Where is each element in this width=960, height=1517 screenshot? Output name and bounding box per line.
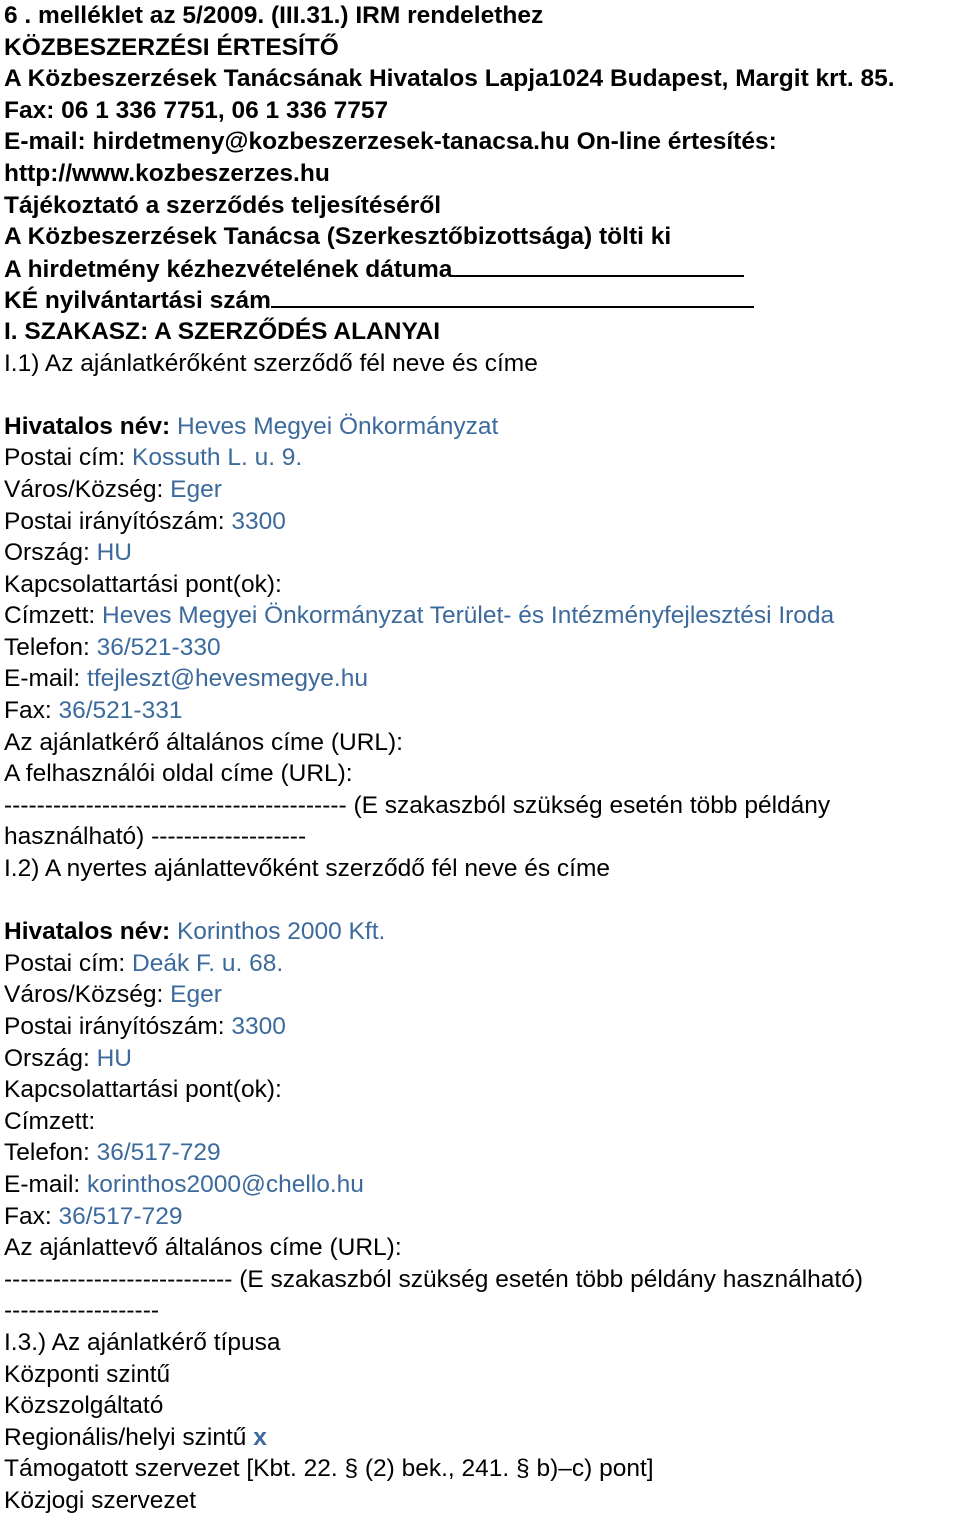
subsection-3-title: I.3.) Az ajánlatkérő típusa (4, 1328, 281, 1356)
spacer (4, 379, 960, 411)
field-label: Hivatalos név: (4, 412, 171, 440)
winner-fax-row (4, 1201, 960, 1233)
contracting-address-row (4, 442, 960, 474)
field-value: Kossuth L. u. 9. (132, 444, 303, 472)
winner-repeat-note-1: ---------------------------- (E szakaszból szükség esetén több példány használható) (4, 1265, 864, 1293)
contracting-repeat-note-2: használható) ------------------- (4, 823, 307, 851)
gazette-fax: Fax: 06 1 336 7751, 06 1 336 7757 (4, 96, 389, 124)
field-label: Postai cím: (4, 949, 126, 977)
section-title: I. SZAKASZ: A SZERZŐDÉS ALANYAI (4, 317, 441, 345)
field-value: tfejleszt@hevesmegye.hu (87, 665, 368, 693)
field-value: Eger (170, 475, 222, 503)
gazette-email: E-mail: hirdetmeny@kozbeszerzesek-tanacsa.hu On-line értesítés: (4, 128, 777, 156)
type-regional: Regionális/helyi szintű (4, 1423, 247, 1451)
winner-addressee-row: Címzett: (4, 1107, 96, 1135)
winner-name-row (4, 916, 960, 948)
field-label: Postai irányítószám: (4, 507, 225, 535)
spacer (4, 885, 960, 917)
type-public-law: Közjogi szervezet (4, 1486, 197, 1514)
field-value: 3300 (231, 507, 286, 535)
field-value: Eger (170, 981, 222, 1009)
field-value: 3300 (231, 1013, 286, 1040)
field-label: Ország: (4, 1044, 90, 1072)
winner-url-row: Az ajánlattevő általános címe (URL): (4, 1234, 402, 1262)
contracting-fax-row (4, 695, 960, 727)
field-label: Város/Község: (4, 475, 164, 503)
gazette-website: http://www.kozbeszerzes.hu (4, 159, 330, 187)
type-central: Központi szintű (4, 1360, 171, 1388)
field-value: Heves Megyei Önkormányzat (176, 412, 499, 440)
contracting-contact-row: Kapcsolattartási pont(ok): (4, 570, 282, 598)
registration-number-blank (271, 284, 754, 308)
annex-reference: 6 . melléklet az 5/2009. (III.31.) IRM rendelethez (4, 2, 544, 29)
receipt-date-label: A hirdetmény kézhezvételének dátuma (4, 255, 453, 283)
field-label: E-mail: (4, 1170, 81, 1198)
editorial-note: A Közbeszerzések Tanácsa (Szerkesztőbizottsága) tölti ki (4, 223, 672, 251)
gazette-publisher: A Közbeszerzések Tanácsának Hivatalos Lapja1024 Budapest, Margit krt. 85. (4, 65, 895, 93)
field-label: Postai irányítószám: (4, 1013, 225, 1040)
contracting-city-row (4, 474, 960, 506)
winner-contact-row: Kapcsolattartási pont(ok): (4, 1076, 282, 1104)
winner-city-row (4, 979, 960, 1011)
winner-repeat-note-2: ------------------- (4, 1297, 160, 1325)
field-value: Heves Megyei Önkormányzat Terület- és Intézményfejlesztési Iroda (102, 602, 835, 630)
contracting-country-row (4, 537, 960, 569)
field-value: Korinthos 2000 Kft. (176, 918, 386, 946)
gazette-title: KÖZBESZERZÉSI ÉRTESÍTŐ (4, 33, 339, 61)
winner-zip-row (4, 1011, 960, 1043)
field-label: Város/Község: (4, 981, 164, 1009)
contracting-url-row: Az ajánlatkérő általános címe (URL): (4, 728, 403, 756)
field-label: Hivatalos név: (4, 918, 171, 946)
type-utility: Közszolgáltató (4, 1392, 164, 1420)
field-value: HU (96, 539, 132, 567)
field-value: Deák F. u. 68. (132, 949, 284, 977)
receipt-date-row (4, 253, 960, 285)
contracting-zip-row (4, 506, 960, 538)
field-label: Fax: (4, 697, 52, 725)
subsection-1-title: I.1) Az ajánlatkérőként szerződő fél neve és címe (4, 349, 538, 377)
receipt-date-blank (452, 253, 744, 277)
field-value: 36/521-331 (58, 697, 183, 725)
winner-email-row (4, 1169, 960, 1201)
field-label: Ország: (4, 539, 90, 567)
field-value: 36/517-729 (58, 1202, 183, 1230)
contracting-name-row (4, 411, 960, 443)
notice-title: Tájékoztató a szerződés teljesítéséről (4, 191, 442, 219)
field-value: korinthos2000@chello.hu (87, 1170, 364, 1198)
contracting-addressee-row (4, 600, 960, 632)
registration-number-row (4, 284, 960, 316)
field-label: Címzett: (4, 602, 96, 630)
selected-mark: x (253, 1423, 267, 1451)
contracting-repeat-note-1: ------------------------------------------ (E szakaszból szükség esetén több példány (4, 791, 831, 819)
contracting-buyer-url-row: A felhasználói oldal címe (URL): (4, 760, 353, 788)
registration-number-label: KÉ nyilvántartási szám (4, 287, 271, 315)
field-value: 36/521-330 (96, 633, 221, 661)
winner-country-row (4, 1043, 960, 1075)
field-label: Postai cím: (4, 444, 126, 472)
subsection-2-title: I.2) A nyertes ajánlattevőként szerződő fél neve és címe (4, 855, 611, 883)
type-supported: Támogatott szervezet [Kbt. 22. § (2) bek., 241. § b)–c) pont] (4, 1455, 654, 1483)
field-label: E-mail: (4, 665, 81, 693)
field-value: HU (96, 1044, 132, 1072)
winner-address-row (4, 948, 960, 980)
winner-phone-row (4, 1137, 960, 1169)
contracting-email-row (4, 663, 960, 695)
type-regional-row (4, 1422, 960, 1454)
field-label: Telefon: (4, 1139, 90, 1167)
contracting-phone-row (4, 632, 960, 664)
field-value: 36/517-729 (96, 1139, 221, 1167)
field-label: Telefon: (4, 633, 90, 661)
field-label: Fax: (4, 1202, 52, 1230)
